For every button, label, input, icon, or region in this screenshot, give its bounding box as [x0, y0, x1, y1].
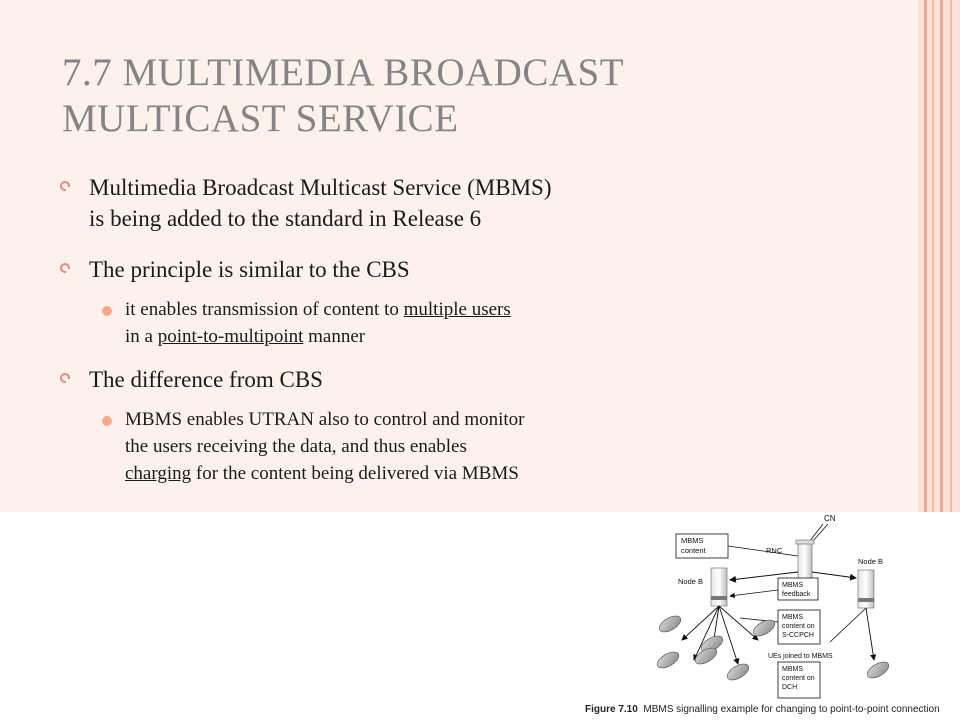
- bullet-icon: [60, 181, 70, 191]
- text-segment: for the content being delivered via MBMS: [191, 463, 519, 484]
- text-segment: MBMS enables UTRAN also to control and monitor: [125, 409, 525, 430]
- rnc-label: RNC: [766, 546, 783, 555]
- title-line-1: 7.7 MULTIMEDIA BROADCAST: [62, 51, 625, 94]
- bullet-text: The principle is similar to the CBS: [89, 257, 410, 282]
- mbms-sccpch-label: S-CCPCH: [782, 632, 814, 639]
- underlined-term: point-to-multipoint: [157, 326, 304, 347]
- sub-bullet-icon: [102, 306, 112, 316]
- ue-device-icon: [657, 613, 684, 635]
- mbms-dch-label: content on: [782, 675, 815, 682]
- text-segment: it enables transmission of content to: [125, 299, 404, 320]
- mbms-feedback-box: [778, 578, 818, 600]
- ue-device-icon: [865, 659, 892, 681]
- sub-bullet-text: [125, 296, 805, 350]
- node-b-left-station: [711, 568, 727, 606]
- bullet-line: Multimedia Broadcast Multicast Service (MBMS): [89, 175, 552, 200]
- text-segment: the users receiving the data, and thus enables: [125, 436, 467, 457]
- underlined-term: multiple users: [403, 299, 511, 320]
- text-segment: in a: [125, 326, 158, 347]
- ue-device-icon: [655, 649, 682, 671]
- mbms-content-label: MBMS: [681, 536, 704, 545]
- mbms-feedback-label: feedback: [782, 591, 811, 598]
- figure-caption-text: MBMS signalling example for changing to point-to-point connection: [643, 704, 940, 715]
- figure-caption-label: Figure 7.10: [585, 704, 638, 715]
- mbms-sccpch-box: [778, 610, 820, 644]
- ues-joined-label: UEs joined to MBMS: [768, 653, 833, 660]
- text-segment: manner: [303, 326, 366, 347]
- bullet-line: is being added to the standard in Release 6: [89, 206, 482, 231]
- decorative-stripes: [918, 0, 960, 512]
- mbms-content-box: [676, 534, 728, 558]
- bullet-icon: [60, 373, 70, 383]
- sub-bullet-icon: [102, 416, 112, 426]
- slide-title: [62, 50, 842, 142]
- mbms-content-label: content: [681, 546, 706, 555]
- mbms-feedback-label: MBMS: [782, 582, 803, 589]
- sub-bullet-text: [125, 406, 805, 487]
- bullet-text: The difference from CBS: [89, 367, 323, 392]
- mbms-sccpch-label: content on: [782, 623, 815, 630]
- node-b-left-label: Node B: [678, 577, 704, 586]
- mbms-dch-label: DCH: [782, 684, 798, 691]
- title-line-2: MULTICAST SERVICE: [62, 97, 459, 140]
- ue-device-icon: [725, 661, 752, 683]
- cn-label: CN: [824, 514, 836, 523]
- mbms-sccpch-label: MBMS: [782, 614, 803, 621]
- node-b-right-station: [858, 570, 874, 608]
- mbms-dch-box: [778, 662, 820, 698]
- mbms-dch-label: MBMS: [782, 666, 803, 673]
- mbms-diagram: [640, 512, 960, 720]
- underlined-term: charging: [125, 463, 192, 484]
- node-b-right-label: Node B: [858, 557, 884, 566]
- bullet-icon: [60, 263, 70, 273]
- figure-caption: [585, 704, 940, 715]
- bullet-text: [89, 172, 819, 234]
